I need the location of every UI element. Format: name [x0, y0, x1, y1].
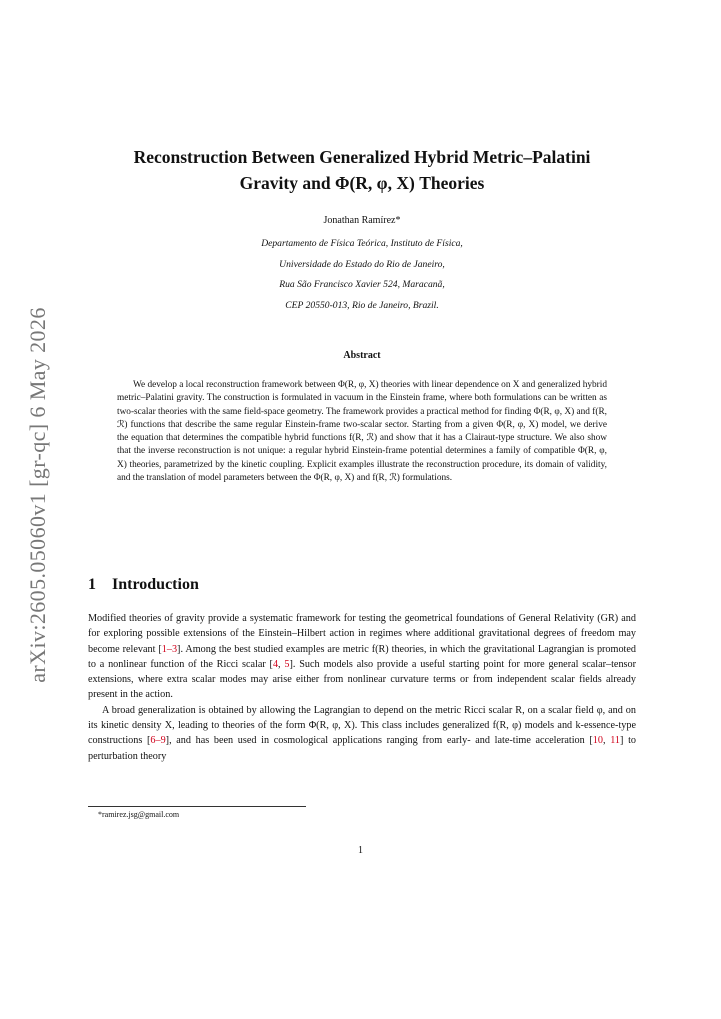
abstract-heading: Abstract: [343, 350, 381, 361]
text-run: A broad generalization is obtained by allowing the Lagrangian to depend on the metric Ricci scalar R, on a scalar field φ, and on its kinetic density X, leading to theories of the form Φ(R, φ, X). This class includes generalized f(R, φ) models and k-essence-type constructions [: [88, 704, 636, 747]
author-name: Jonathan Ramírez*: [323, 215, 401, 226]
arxiv-stamp: [18, 302, 58, 688]
abstract-text: We develop a local reconstruction framework between Φ(R, φ, X) theories with linear dependence on X and generalized hybrid metric–Palatini gravity. The construction is formulated in vacuum in the Einstein frame, where both formulations can be written as two-scalar theories with the same field-space geometry. The framework provides a practical method for finding Φ(R, φ, X) and f(R, ℛ) functions that describe the same regular Einstein-frame two-scalar sector. Starting from a given Φ(R, φ, X) model, we derive the equation that determines the compatible hybrid functions f(R, ℛ) and show that it has a Clairaut-type structure. We also show that the inverse reconstruction is not unique: a regular hybrid Einstein-frame potential determines a family of compatible Φ(R, φ, X) theories, parametrized by the kinetic coupling. Explicit examples illustrate the reconstruction procedure, its domain of validity, and the translation of model parameters between the Φ(R, φ, X) and f(R, ℛ) formulations.: [117, 380, 608, 484]
affiliation-line: Rua São Francisco Xavier 524, Maracanã,: [279, 279, 445, 290]
affiliation-line: Universidade do Estado do Rio de Janeiro,: [279, 258, 445, 270]
section-heading-introduction: [88, 576, 199, 594]
affiliation: [88, 234, 636, 316]
citation-link[interactable]: 6–9: [150, 735, 166, 747]
page-number: 1: [358, 845, 363, 856]
text-run: ]. Among the best studied examples are metric f(R) theories, in which the gravitational Lagrangian is promoted to a nonlinear function of the Ricci scalar [: [88, 643, 636, 670]
section-title: Introduction: [112, 576, 199, 593]
citation-link[interactable]: 10: [592, 735, 603, 747]
text-run: ] to perturbation theory: [88, 735, 636, 762]
footnote-rule: [88, 806, 306, 807]
text-run: ,: [278, 658, 285, 670]
citation-link[interactable]: 4: [272, 658, 279, 670]
citation-link[interactable]: 11: [610, 735, 621, 747]
footnote-email[interactable]: *ramirez.jsg@gmail.com: [98, 810, 180, 819]
title-line-2: Gravity and Φ(R, φ, X) Theories: [239, 173, 485, 193]
arxiv-identifier[interactable]: arXiv:2605.05060v1 [gr-qc] 6 May 2026: [25, 307, 50, 683]
text-run: ]. Such models also provide a useful starting point for more general scalar–tensor extensions, where extra scalar modes may arise either from nonlinear curvature terms or from independent scalar fields already present in the action.: [88, 658, 636, 701]
citation-link[interactable]: 1–3: [161, 643, 178, 655]
paragraph: [88, 611, 636, 703]
section-number: 1: [88, 576, 96, 593]
introduction-body: [88, 611, 636, 764]
citation-link[interactable]: 5: [284, 658, 290, 670]
text-run: ], and has been used in cosmological applications ranging from early- and late-time acceleration [: [165, 735, 593, 747]
affiliation-line: CEP 20550-013, Rio de Janeiro, Brazil.: [285, 299, 439, 311]
text-run: ,: [602, 735, 611, 747]
paragraph: [88, 703, 636, 764]
paper-title: [88, 144, 636, 196]
title-line-1: Reconstruction Between Generalized Hybrid Metric–Palatini: [133, 147, 591, 167]
affiliation-line: Departamento de Física Teórica, Instituto de Física,: [261, 238, 463, 249]
text-run: Modified theories of gravity provide a systematic framework for testing the geometrical foundations of General Relativity (GR) and for exploring possible extensions of the Einstein–Hilbert action in regimes where additional gravitational degrees of freedom may become relevant [: [88, 613, 636, 655]
